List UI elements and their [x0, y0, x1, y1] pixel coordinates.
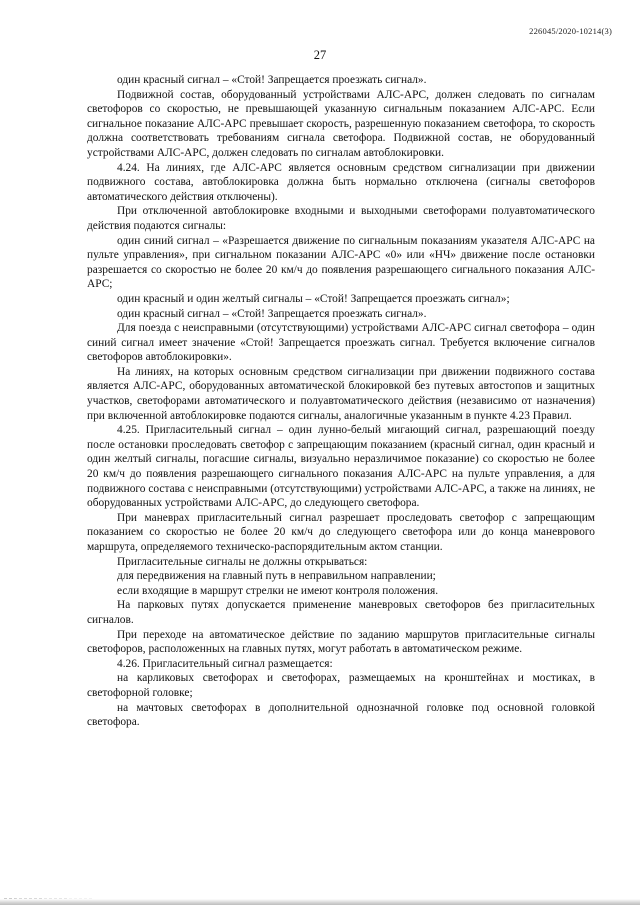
- paragraph: На линиях, на которых основным средством сигнализации при движении подвижного состава является АЛС-АРС, оборудованных автоматической блокировкой без путевых автостопов и защитных участков, светофорами автоматического и полуавтоматического действия (независимо от назначения) при включенной автоблокировке подаются сигналы, аналогичные указанным в пункте 4.23 Правил.: [87, 365, 595, 422]
- paragraph: 4.26. Пригласительный сигнал размещается:: [117, 657, 333, 670]
- document-body: [87, 73, 595, 730]
- paragraph: один красный сигнал – «Стой! Запрещается проезжать сигнал».: [117, 307, 427, 320]
- page-number: 27: [313, 48, 327, 62]
- paragraph: если входящие в маршрут стрелки не имеют контроля положения.: [117, 584, 439, 597]
- paragraph: на карликовых светофорах и светофорах, размещаемых на кронштейнах и мостиках, в светофорной головке;: [87, 672, 595, 699]
- paragraph: На парковых путях допускается применение маневровых светофоров без пригласительных сигналов.: [87, 599, 595, 626]
- paragraph: Пригласительные сигналы не должны открываться:: [117, 555, 368, 568]
- paragraph: один красный сигнал – «Стой! Запрещается проезжать сигнал».: [117, 74, 427, 86]
- paragraph: Подвижной состав, оборудованный устройствами АЛС-АРС, должен следовать по сигналам светофоров со скоростью, не превышающей указанную сигнальным показанием АЛС-АРС. Если сигнальное показание АЛС-АРС превышает скорость, разрешенную показанием светофора, то скорость должна соответствовать требованиям сигнала светофора. Подвижной состав, не оборудованный устройствами АЛС-АРС, должен следовать по сигналам автоблокировки.: [87, 88, 595, 159]
- document-id: 226045/2020-10214(3): [529, 26, 612, 36]
- paragraph: один синий сигнал – «Разрешается движение по сигнальным показаниям указателя АЛС-АРС на пульте управления», при сигнальном показании АЛС-АРС «0» или «НЧ» движение после остановки разрешается со скоростью не более 20 км/ч до появления разрешающего сигнального показания АЛС-АРС;: [87, 234, 595, 291]
- scan-bottom-edge: [0, 899, 640, 905]
- paragraph: 4.25. Пригласительный сигнал – один лунно-белый мигающий сигнал, разрешающий поезду после остановки проследовать светофор с запрещающим показанием (красный сигнал, один красный и один желтый сигналы, погасшие сигналы, визуально неразличимое показание) со скоростью не более 20 км/ч до появления разрешающего сигнального показания АЛС-АРС на пульте управления, а для подвижного состава с неисправными (отсутствующими) устройствами АЛС-АРС, а также на линиях, не оборудованных устройствами АЛС-АРС, до следующего светофора.: [87, 424, 595, 510]
- paragraph: При маневрах пригласительный сигнал разрешает проследовать светофор с запрещающим показанием со скоростью не более 20 км/ч до следующего светофора или до конца маневрового маршрута, определяемого техническо-распорядительным актом станции.: [87, 511, 595, 553]
- paragraph: Для поезда с неисправными (отсутствующими) устройствами АЛС-АРС сигнал светофора – один синий сигнал имеет значение «Стой! Запрещается проезжать сигнал. Требуется включение сигналов светофоров автоблокировки».: [87, 322, 595, 364]
- paragraph: При отключенной автоблокировке входными и выходными светофорами полуавтоматического действия подаются сигналы:: [87, 205, 595, 232]
- paragraph: При переходе на автоматическое действие по заданию маршрутов пригласительные сигналы светофоров, расположенных на главных путях, могут работать в автоматическом режиме.: [87, 628, 595, 656]
- paragraph: 4.24. На линиях, где АЛС-АРС является основным средством сигнализации при движении подвижного состава, автоблокировка должна быть нормально отключена (сигналы светофоров автоматического действия отключены).: [87, 161, 595, 203]
- paragraph: один красный и один желтый сигналы – «Стой! Запрещается проезжать сигнал»;: [117, 292, 510, 305]
- paragraph: на мачтовых светофорах в дополнительной однозначной головке под основной головкой светофора.: [87, 701, 595, 729]
- paragraph: для передвижения на главный путь в неправильном направлении;: [117, 570, 436, 583]
